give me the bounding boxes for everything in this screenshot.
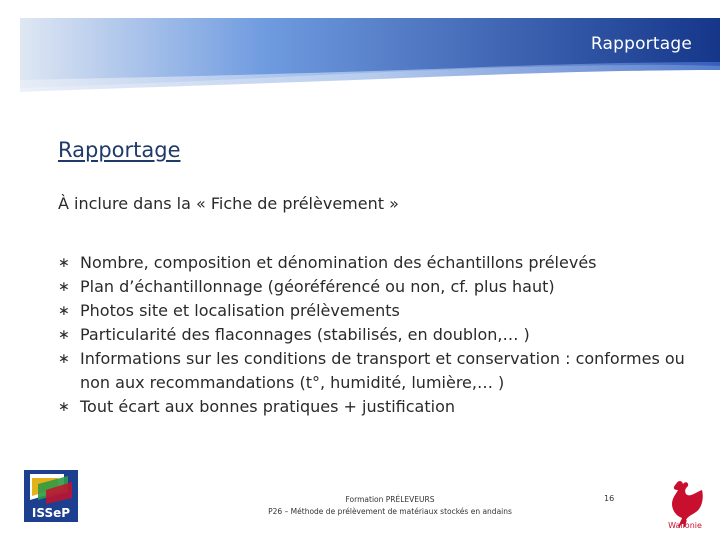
- intro-text: À inclure dans la « Fiche de prélèvement »: [58, 194, 399, 213]
- wallonie-logo-text: Wallonie: [668, 521, 702, 530]
- list-item-text: Nombre, composition et dénomination des échantillons prélevés: [80, 253, 597, 272]
- list-item-text: Informations sur les conditions de transport et conservation : conformes ou non aux recommandations (t°, humidité, lumière,… ): [80, 349, 685, 392]
- asterisk-icon: ∗: [58, 255, 70, 271]
- page-number: 16: [604, 494, 615, 503]
- header-band: [0, 0, 720, 96]
- list-item: [58, 299, 698, 323]
- list-item: [58, 275, 698, 299]
- header-title: Rapportage: [590, 34, 692, 54]
- bullet-list: [58, 251, 698, 419]
- section-title: Rapportage: [58, 138, 181, 162]
- list-item: [58, 323, 698, 347]
- list-item-text: Plan d’échantillonnage (géoréférencé ou non, cf. plus haut): [80, 277, 555, 296]
- list-item-text: Photos site et localisation prélèvements: [80, 301, 400, 320]
- asterisk-icon: ∗: [58, 351, 70, 367]
- list-item: [58, 251, 698, 275]
- asterisk-icon: ∗: [58, 303, 70, 319]
- list-item-text: Particularité des flaconnages (stabilisés, en doublon,… ): [80, 325, 530, 344]
- asterisk-icon: ∗: [58, 279, 70, 295]
- list-item: [58, 395, 698, 419]
- issep-logo: [24, 470, 78, 522]
- svg-text:ISSeP: ISSeP: [31, 506, 71, 520]
- asterisk-icon: ∗: [58, 399, 70, 415]
- footer-line-1: Formation PRÉLEVEURS: [345, 495, 435, 504]
- list-item: [58, 347, 698, 395]
- asterisk-icon: ∗: [58, 327, 70, 343]
- footer-text: [200, 494, 580, 518]
- list-item-text: Tout écart aux bonnes pratiques + justification: [80, 397, 455, 416]
- footer-line-2: P26 – Méthode de prélèvement de matériaux stockés en andains: [268, 507, 512, 516]
